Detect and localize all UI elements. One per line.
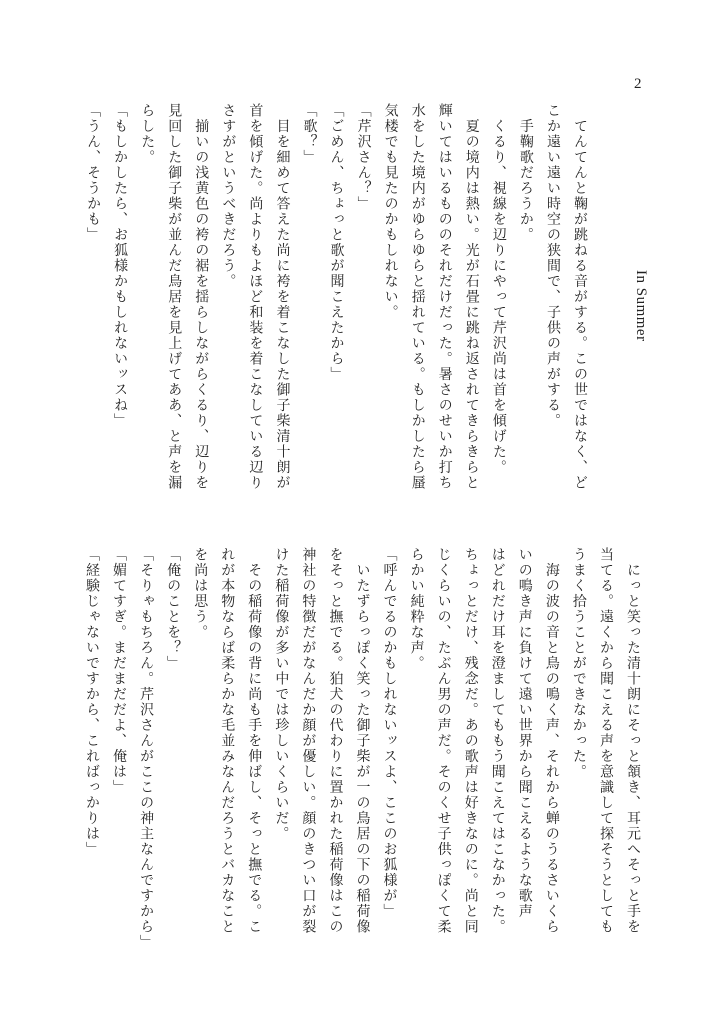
text-column: うまく拾うことができなかった。 xyxy=(570,547,587,780)
text-column: けた稲荷像が多い中では珍しいくらいだ。 xyxy=(273,547,290,842)
text-column: いたずらっぽく笑った御子柴が一の鳥居の下の稲荷像 xyxy=(354,547,371,935)
text-column: 「もしかしたら、お狐様かもしれないッスね」 xyxy=(112,103,129,429)
text-column: 「歌？」 xyxy=(301,103,318,165)
text-column: じくらいの、たぶん男の声だ。そのくせ子供っぽくて柔 xyxy=(435,547,452,935)
text-column: いの鳴き声に負けて遠い世界から聞こえるような歌声 xyxy=(516,547,533,919)
text-column: 「媚てすぎ。まだまだだよ、俺は」 xyxy=(111,547,128,795)
text-column: さすがというべきだろう。 xyxy=(220,103,237,289)
text-column: 水をした境内がゆらゆらと揺れている。もしかしたら蜃 xyxy=(409,103,426,491)
text-column: 神社の特徴だがなんだか顔が優しい。顔のきつい口が裂 xyxy=(300,547,317,935)
text-column: 手鞠歌だろうか。 xyxy=(517,103,534,243)
text-column: 「俺のことを？」 xyxy=(165,547,182,671)
text-column: 「ごめん、ちょっと歌が聞こえたから」 xyxy=(328,103,345,382)
text-column: その稲荷像の背に尚も手を伸ばし、そっと撫でる。こ xyxy=(246,547,263,935)
text-column: を尚は思う。 xyxy=(192,547,209,640)
text-column: くるり、視線を辺りにやって芹沢尚は首を傾げた。 xyxy=(490,103,507,475)
text-column: てんてんと鞠が跳ねる音がする。この世ではなく、ど xyxy=(572,103,588,491)
text-column: はどれだけ耳を澄ましてももう聞こえてはこなかった。 xyxy=(489,547,506,935)
text-column: らかい純粋な声。 xyxy=(408,547,425,671)
text-column: こか遠い遠い時空の狭間で、子供の声がする。 xyxy=(544,103,561,429)
text-column: 海の波の音と鳥の鳴く声、それから蝉のうるさいくら xyxy=(543,547,560,935)
running-head: In Summer xyxy=(633,270,649,342)
text-column: 見回した御子柴が並んだ鳥居を見上げてああ、と声を漏 xyxy=(166,103,183,491)
text-column: 首を傾げた。尚よりもよほど和装を着こなしている辺り xyxy=(247,103,264,491)
text-column: 揃いの浅黄色の袴の裾を揺らしながらくるり、辺りを xyxy=(193,103,210,491)
text-column: 「経験じゃないですから、こればっかりは」 xyxy=(84,547,100,857)
text-column: 目を細めて答えた尚に袴を着こなした御子柴清十朗が xyxy=(274,103,291,491)
text-column: 「うん、そうかも」 xyxy=(85,103,102,243)
text-column: 「呼んでるのかもしれないッスよ、ここのお狐様が」 xyxy=(381,547,398,919)
text-column: 当てる。遠くから聞こえる声を意識して探そうとしても xyxy=(597,547,614,935)
text-column: ちょっとだけ、残念だ。あの歌声は好きなのに。尚と同 xyxy=(462,547,479,935)
text-column: 輝いてはいるもののそれだけだった。暑さのせいか打ち xyxy=(436,103,453,491)
text-column: 夏の境内は熱い。光が石畳に跳ね返されてきらきらと xyxy=(463,103,480,491)
text-column: 「そりゃもちろん。芹沢さんがここの神主なんですから」 xyxy=(138,547,155,950)
text-column: れが本物ならば柔らかな毛並みなんだろうとバカなこと xyxy=(219,547,236,935)
text-column: らした。 xyxy=(139,103,156,165)
page-number: 2 xyxy=(634,76,642,92)
text-column: 気楼でも見たのかもしれない。 xyxy=(382,103,399,320)
text-column: にっと笑った清十朗にそっと頷き、耳元へそっと手を xyxy=(625,547,641,935)
text-column: をそっと撫でる。狛犬の代わりに置かれた稲荷像はこの xyxy=(327,547,344,935)
text-column: 「芹沢さん？」 xyxy=(355,103,372,212)
